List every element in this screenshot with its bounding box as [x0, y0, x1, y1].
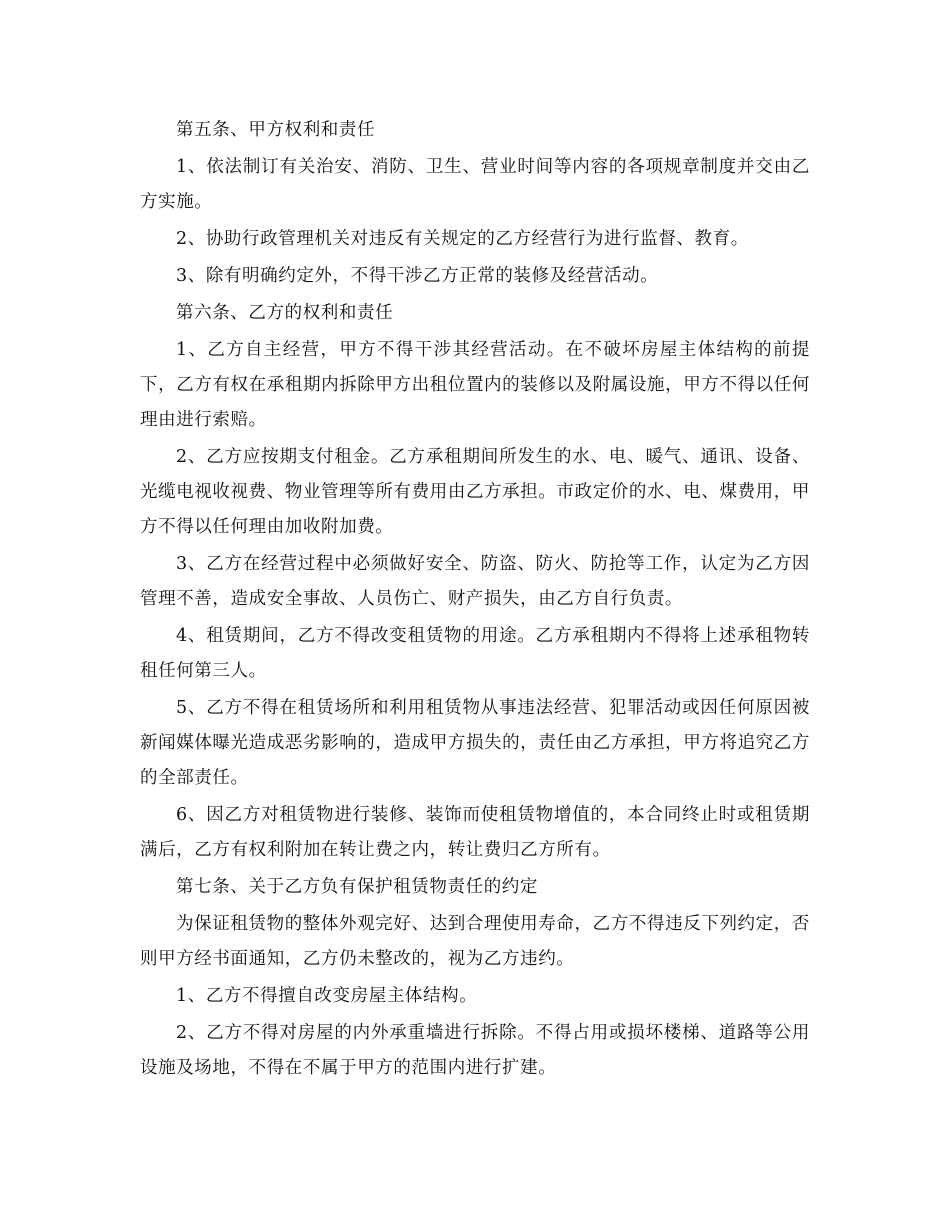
section-heading-5: 第五条、甲方权利和责任: [176, 120, 376, 140]
clause-6-5: 5、乙方不得在租赁场所和利用租赁物从事违法经营、犯罪活动或因任何原因被新闻媒体曝光造成恶劣影响的，造成甲方损失的，责任由乙方承担，甲方将追究乙方的全部责任。: [140, 698, 810, 788]
document-body: [140, 113, 810, 1088]
section-heading-6: 第六条、乙方的权利和责任: [176, 303, 394, 323]
clause-6-3: 3、乙方在经营过程中必须做好安全、防盗、防火、防抢等工作，认定为乙方因管理不善，造成安全事故、人员伤亡、财产损失，由乙方自行负责。: [140, 554, 810, 609]
clause-7-2: 2、乙方不得对房屋的内外承重墙进行拆除。不得占用或损坏楼梯、道路等公用设施及场地，不得在不属于甲方的范围内进行扩建。: [140, 1023, 810, 1078]
clause-5-3: 3、除有明确约定外，不得干涉乙方正常的装修及经营活动。: [176, 266, 659, 286]
clause-5-2: 2、协助行政管理机关对违反有关规定的乙方经营行为进行监督、教育。: [176, 229, 749, 249]
clause-6-4: 4、租赁期间，乙方不得改变租赁物的用途。乙方承租期内不得将上述承租物转租任何第三人。: [140, 626, 810, 681]
clause-6-2: 2、乙方应按期支付租金。乙方承租期间所发生的水、电、暖气、通讯、设备、光缆电视收视费、物业管理等所有费用由乙方承担。市政定价的水、电、煤费用，甲方不得以任何理由加收附加费。: [140, 447, 810, 537]
clause-5-1: 1、依法制订有关治安、消防、卫生、营业时间等内容的各项规章制度并交由乙方实施。: [140, 157, 810, 212]
clause-6-6: 6、因乙方对租赁物进行装修、装饰而使租赁物增值的，本合同终止时或租赁期满后，乙方有权利附加在转让费之内，转让费归乙方所有。: [140, 805, 810, 860]
clause-6-1: 1、乙方自主经营，甲方不得干涉其经营活动。在不破坏房屋主体结构的前提下，乙方有权在承租期内拆除甲方出租位置内的装修以及附属设施，甲方不得以任何理由进行索赔。: [140, 340, 810, 430]
section-heading-7: 第七条、关于乙方负有保护租赁物责任的约定: [176, 877, 538, 897]
section-7-intro: 为保证租赁物的整体外观完好、达到合理使用寿命，乙方不得违反下列约定，否则甲方经书面通知，乙方仍未整改的，视为乙方违约。: [140, 914, 810, 969]
clause-7-1: 1、乙方不得擅自改变房屋主体结构。: [176, 986, 478, 1006]
